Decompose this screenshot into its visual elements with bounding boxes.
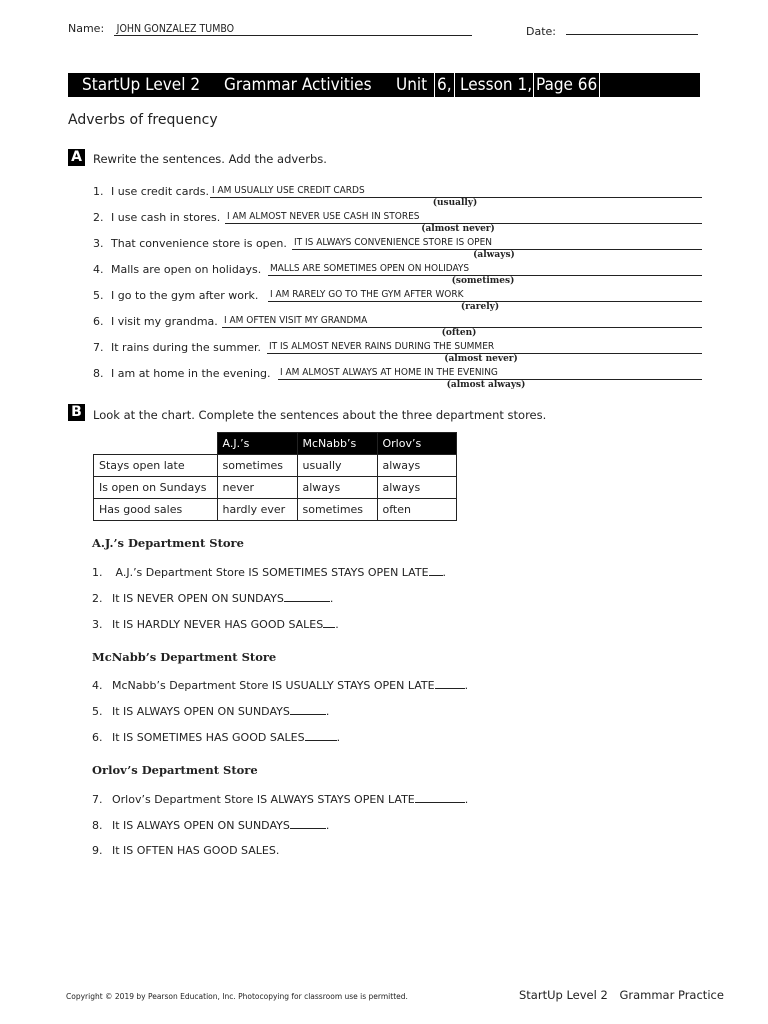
banner-page: Page 66 [533, 73, 600, 97]
exercise-item [93, 237, 287, 250]
chart-col-aj: A.J.’s [217, 433, 297, 455]
sentence-number: 6. [92, 731, 103, 744]
footer-course-name: StartUp Level 2 [519, 988, 608, 1002]
banner-unit: Unit [396, 75, 428, 95]
sentence-number: 7. [92, 793, 103, 806]
answer-field[interactable]: I AM RARELY GO TO THE GYM AFTER WORK [268, 289, 702, 302]
answer-field[interactable]: I AM OFTEN VISIT MY GRANDMA [222, 315, 702, 328]
blank-line[interactable] [284, 591, 330, 602]
exercise-item [93, 289, 258, 302]
sentence-number: 1. [92, 566, 103, 579]
chart-cell: sometimes [297, 499, 377, 521]
sentence-period: . [464, 793, 469, 806]
chart-row-label: Has good sales [94, 499, 218, 521]
store-title: Orlov’s Department Store [92, 763, 258, 777]
name-row [68, 22, 472, 36]
sentence-item [92, 565, 446, 579]
item-prompt: I am at home in the evening. [111, 367, 271, 380]
item-number: 1. [93, 185, 104, 198]
footer-practice: Grammar Practice [619, 988, 724, 1002]
item-number: 2. [93, 211, 104, 224]
sentence-number: 4. [92, 679, 103, 692]
item-prompt: That convenience store is open. [111, 237, 287, 250]
chart-row [94, 499, 457, 521]
item-prompt: I go to the gym after work. [111, 289, 259, 302]
answer-field[interactable]: I AM ALMOST NEVER USE CASH IN STORES [225, 211, 702, 224]
banner-course: StartUp Level 2 [82, 75, 201, 95]
item-number: 7. [93, 341, 104, 354]
blank-line[interactable] [290, 704, 326, 715]
exercise-item [93, 341, 261, 354]
sentence-period: . [336, 731, 341, 744]
name-label: Name: [68, 22, 105, 35]
chart-row [94, 455, 457, 477]
answer-field[interactable]: IT IS ALWAYS CONVENIENCE STORE IS OPEN [292, 237, 702, 250]
exercise-item [93, 263, 261, 276]
sentence-answer[interactable]: It IS SOMETIMES HAS GOOD SALES [112, 731, 305, 744]
part-a-instruction: Rewrite the sentences. Add the adverbs. [93, 152, 327, 166]
chart-cell: always [377, 455, 456, 477]
item-number: 3. [93, 237, 104, 250]
chart-header-row [94, 433, 457, 455]
date-row [526, 22, 698, 38]
blank-line[interactable] [415, 792, 465, 803]
answer-field[interactable]: IT IS ALMOST NEVER RAINS DURING THE SUMMER [267, 341, 702, 354]
sentence-answer[interactable]: It IS HARDLY NEVER HAS GOOD SALES [112, 618, 324, 631]
chart-col-orlov: Orlov’s [377, 433, 456, 455]
sentence-number: 3. [92, 618, 103, 631]
sentence-period: . [464, 679, 469, 692]
adverb-hint: (always) [473, 250, 515, 260]
adverb-hint: (almost never) [444, 354, 518, 364]
banner-lesson: Lesson 1, [460, 75, 533, 95]
sentence-item [92, 730, 340, 744]
store-title: McNabb’s Department Store [92, 650, 277, 664]
adverb-hint: (usually) [432, 198, 478, 208]
sentence-answer[interactable]: It IS ALWAYS OPEN ON SUNDAYS [112, 819, 290, 832]
item-prompt: I use credit cards. [111, 185, 209, 198]
item-prompt: It rains during the summer. [111, 341, 262, 354]
sentence-number: 8. [92, 819, 103, 832]
title-banner [68, 73, 700, 97]
sentence-answer[interactable]: Orlov’s Department Store IS ALWAYS STAYS OPEN LATE [112, 793, 415, 806]
sentence-answer[interactable]: A.J.’s Department Store IS SOMETIMES STAYS OPEN LATE [112, 566, 429, 579]
sentence-answer[interactable]: It IS NEVER OPEN ON SUNDAYS [112, 592, 284, 605]
store-title: A.J.’s Department Store [92, 536, 244, 550]
adverb-hint: (often) [441, 328, 477, 338]
section-title: Adverbs of frequency [68, 112, 218, 128]
item-number: 4. [93, 263, 104, 276]
footer-course [519, 988, 724, 1002]
sentence-item [92, 617, 339, 631]
item-number: 6. [93, 315, 104, 328]
blank-line[interactable] [290, 818, 326, 829]
sentence-item [92, 844, 279, 857]
chart-cell: always [377, 477, 456, 499]
sentence-period: . [335, 618, 339, 631]
chart-cell: hardly ever [217, 499, 297, 521]
exercise-item [93, 185, 209, 198]
sentence-item [92, 704, 329, 718]
blank-line[interactable] [305, 730, 337, 741]
name-field[interactable]: JOHN GONZALEZ TUMBO [114, 23, 472, 36]
chart-cell: always [297, 477, 377, 499]
adverb-hint: (sometimes) [451, 276, 515, 286]
blank-line[interactable] [323, 617, 335, 628]
sentence-number: 5. [92, 705, 103, 718]
exercise-item [93, 211, 220, 224]
part-b-instruction: Look at the chart. Complete the sentences about the three department stores. [93, 408, 547, 422]
answer-field[interactable]: I AM ALMOST ALWAYS AT HOME IN THE EVENING [278, 367, 702, 380]
chart-cell: never [217, 477, 297, 499]
copyright-notice: Copyright © 2019 by Pearson Education, Inc. Photocopying for classroom use is permitted. [66, 992, 408, 1001]
item-prompt: Malls are open on holidays. [111, 263, 262, 276]
answer-field[interactable]: I AM USUALLY USE CREDIT CARDS [210, 185, 702, 198]
chart-cell: usually [297, 455, 377, 477]
sentence-period: . [325, 705, 330, 718]
chart-cell: sometimes [217, 455, 297, 477]
exercise-item [93, 315, 218, 328]
date-field[interactable] [566, 22, 698, 35]
sentence-period: . [329, 592, 334, 605]
item-number: 8. [93, 367, 104, 380]
sentence-item [92, 678, 468, 692]
chart-row [94, 477, 457, 499]
chart-row-label: Stays open late [94, 455, 218, 477]
sentence-period: . [325, 819, 330, 832]
chart-row-label: Is open on Sundays [94, 477, 218, 499]
sentence-number: 2. [92, 592, 103, 605]
item-prompt: I use cash in stores. [111, 211, 221, 224]
blank-line[interactable] [429, 565, 443, 576]
blank-line[interactable] [435, 678, 465, 689]
store-chart [93, 432, 457, 521]
part-a-letter: A [68, 149, 85, 166]
sentence-answer[interactable]: McNabb’s Department Store IS USUALLY STAYS OPEN LATE [112, 679, 435, 692]
item-prompt: I visit my grandma. [111, 315, 218, 328]
banner-activity: Grammar Activities [224, 75, 372, 95]
sentence-item [92, 792, 468, 806]
sentence-number: 9. [92, 844, 103, 857]
exercise-item [93, 367, 271, 380]
chart-cell: often [377, 499, 456, 521]
answer-field[interactable]: MALLS ARE SOMETIMES OPEN ON HOLIDAYS [268, 263, 702, 276]
chart-corner [94, 433, 218, 455]
sentence-answer[interactable]: It IS ALWAYS OPEN ON SUNDAYS [112, 705, 290, 718]
adverb-hint: (rarely) [460, 302, 500, 312]
adverb-hint: (almost never) [421, 224, 495, 234]
adverb-hint: (almost always) [446, 380, 526, 390]
sentence-answer[interactable]: It IS OFTEN HAS GOOD SALES. [112, 844, 280, 857]
part-b-letter: B [68, 404, 85, 421]
sentence-item [92, 591, 333, 605]
chart-col-mcnabb: McNabb’s [297, 433, 377, 455]
item-number: 5. [93, 289, 104, 302]
sentence-period: . [442, 566, 447, 579]
banner-unit-number: 6, [434, 73, 455, 97]
sentence-item [92, 818, 329, 832]
date-label: Date: [526, 25, 556, 38]
